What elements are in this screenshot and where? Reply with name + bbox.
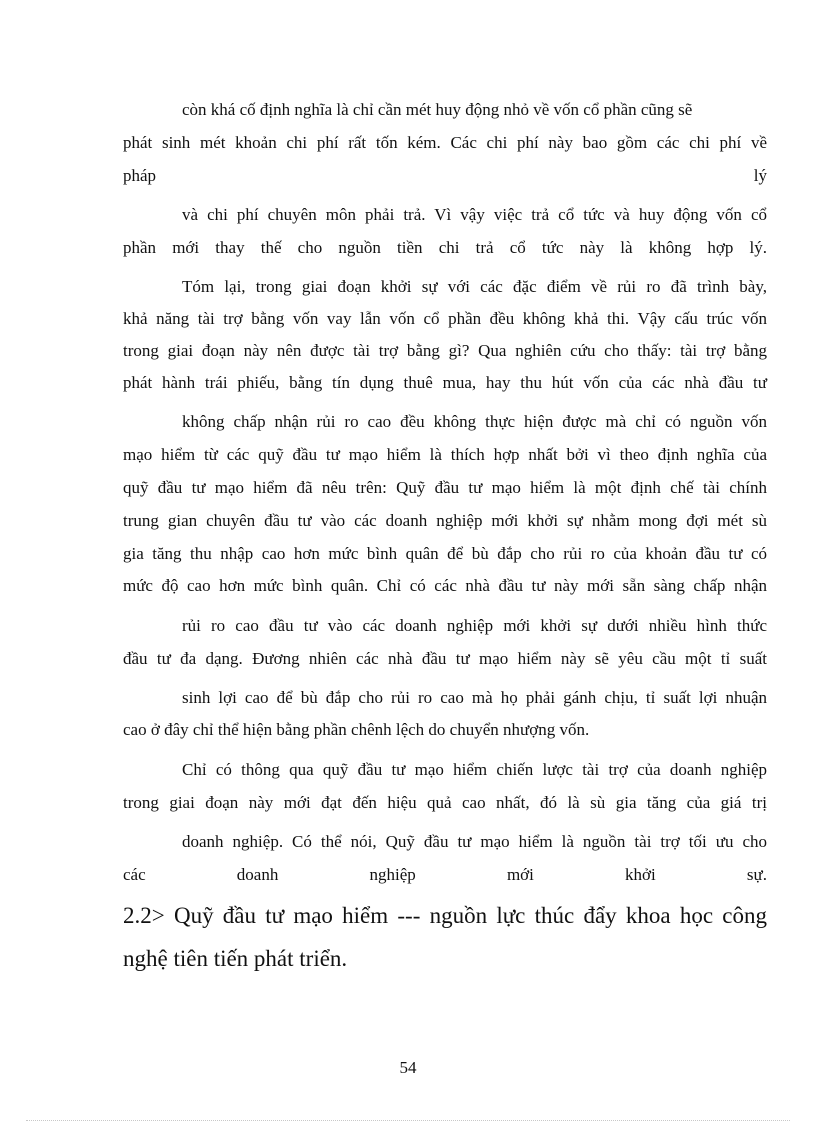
- paragraph-line: Chỉ có thông qua quỹ đầu tư mạo hiểm chiến lược tài trợ của doanh nghiệp: [182, 760, 767, 779]
- paragraph-line: Tóm lại, trong giai đoạn khởi sự với các đặc điểm về rủi ro đã trình bày,: [182, 277, 767, 296]
- split-word: khởi: [625, 865, 656, 884]
- split-word: các: [123, 865, 146, 884]
- paragraph-line: phát sinh mét khoản chi phí rất tốn kém. Các chi phí này bao gồm các chi phí về: [123, 133, 767, 152]
- section-heading: 2.2> Quỹ đầu tư mạo hiểm --- nguồn lực thúc đẩy khoa học công: [123, 903, 767, 928]
- paragraph-line: sinh lợi cao để bù đắp cho rủi ro cao mà họ phải gánh chịu, tỉ suất lợi nhuận: [182, 688, 767, 707]
- section-heading-continued: nghệ tiên tiến phát triển.: [123, 946, 348, 971]
- paragraph-line: rủi ro cao đầu tư vào các doanh nghiệp mới khởi sự dưới nhiều hình thức: [182, 616, 767, 635]
- paragraph-line: cao ở đây chỉ thể hiện bằng phần chênh lệch do chuyển nhượng vốn.: [123, 720, 590, 739]
- paragraph-line: phần mới thay thế cho nguồn tiền chi trả cổ tức này là không hợp lý.: [123, 238, 767, 257]
- paragraph-line: mạo hiểm từ các quỹ đầu tư mạo hiểm là thích hợp nhất bởi vì theo định nghĩa của: [123, 445, 767, 464]
- split-word: sự.: [746, 865, 767, 884]
- paragraph-line: trung gian chuyên đầu tư vào các doanh nghiệp mới khởi sự nhằm mong đợi mét sù: [123, 511, 767, 530]
- paragraph-line: mức độ cao hơn mức bình quân. Chỉ có các nhà đầu tư này mới sẵn sàng chấp nhận: [123, 576, 767, 595]
- paragraph-line: quỹ đầu tư mạo hiểm đã nêu trên: Quỹ đầu tư mạo hiểm là một định chế tài chính: [123, 478, 767, 497]
- paragraph-line: đầu tư đa dạng. Đương nhiên các nhà đầu tư mạo hiểm này sẽ yêu cầu một tỉ suất: [123, 649, 767, 668]
- page-bottom-divider: [26, 1120, 790, 1121]
- split-word: mới: [506, 865, 534, 884]
- paragraph-line: còn khá cố định nghĩa là chỉ cần mét huy động nhỏ về vốn cổ phần cũng sẽ: [182, 100, 693, 119]
- split-line: [123, 164, 767, 188]
- paragraph-line: không chấp nhận rủi ro cao đều không thực hiện được mà chỉ có nguồn vốn: [182, 412, 767, 431]
- paragraph-line: phát hành trái phiếu, bằng tín dụng thuê mua, hay thu hút vốn của các nhà đầu tư: [123, 373, 767, 392]
- paragraph-line: trong giai đoạn này mới đạt đến hiệu quả cao nhất, đó là sù gia tăng của giá trị: [123, 793, 767, 812]
- page-number: 54: [399, 1058, 417, 1077]
- paragraph-line: và chi phí chuyên môn phải trả. Vì vậy việc trả cổ tức và huy động vốn cổ: [182, 205, 767, 224]
- split-word: nghiệp: [369, 865, 416, 884]
- split-word: lý: [753, 166, 767, 185]
- paragraph-line: trong giai đoạn này nên được tài trợ bằng gì? Qua nghiên cứu cho thấy: tài trợ bằng: [123, 341, 767, 360]
- paragraph-line: doanh nghiệp. Có thể nói, Quỹ đầu tư mạo hiểm là nguồn tài trợ tối ưu cho: [182, 832, 767, 851]
- paragraph-line: khả năng tài trợ bằng vốn vay lẫn vốn cổ phần đều không khả thi. Vậy cấu trúc vốn: [123, 309, 767, 328]
- split-line: [123, 863, 767, 887]
- split-word: pháp: [123, 166, 157, 185]
- split-word: doanh: [236, 865, 279, 884]
- paragraph-line: gia tăng thu nhập cao hơn mức bình quân để bù đắp cho rủi ro của khoản đầu tư có: [123, 544, 767, 563]
